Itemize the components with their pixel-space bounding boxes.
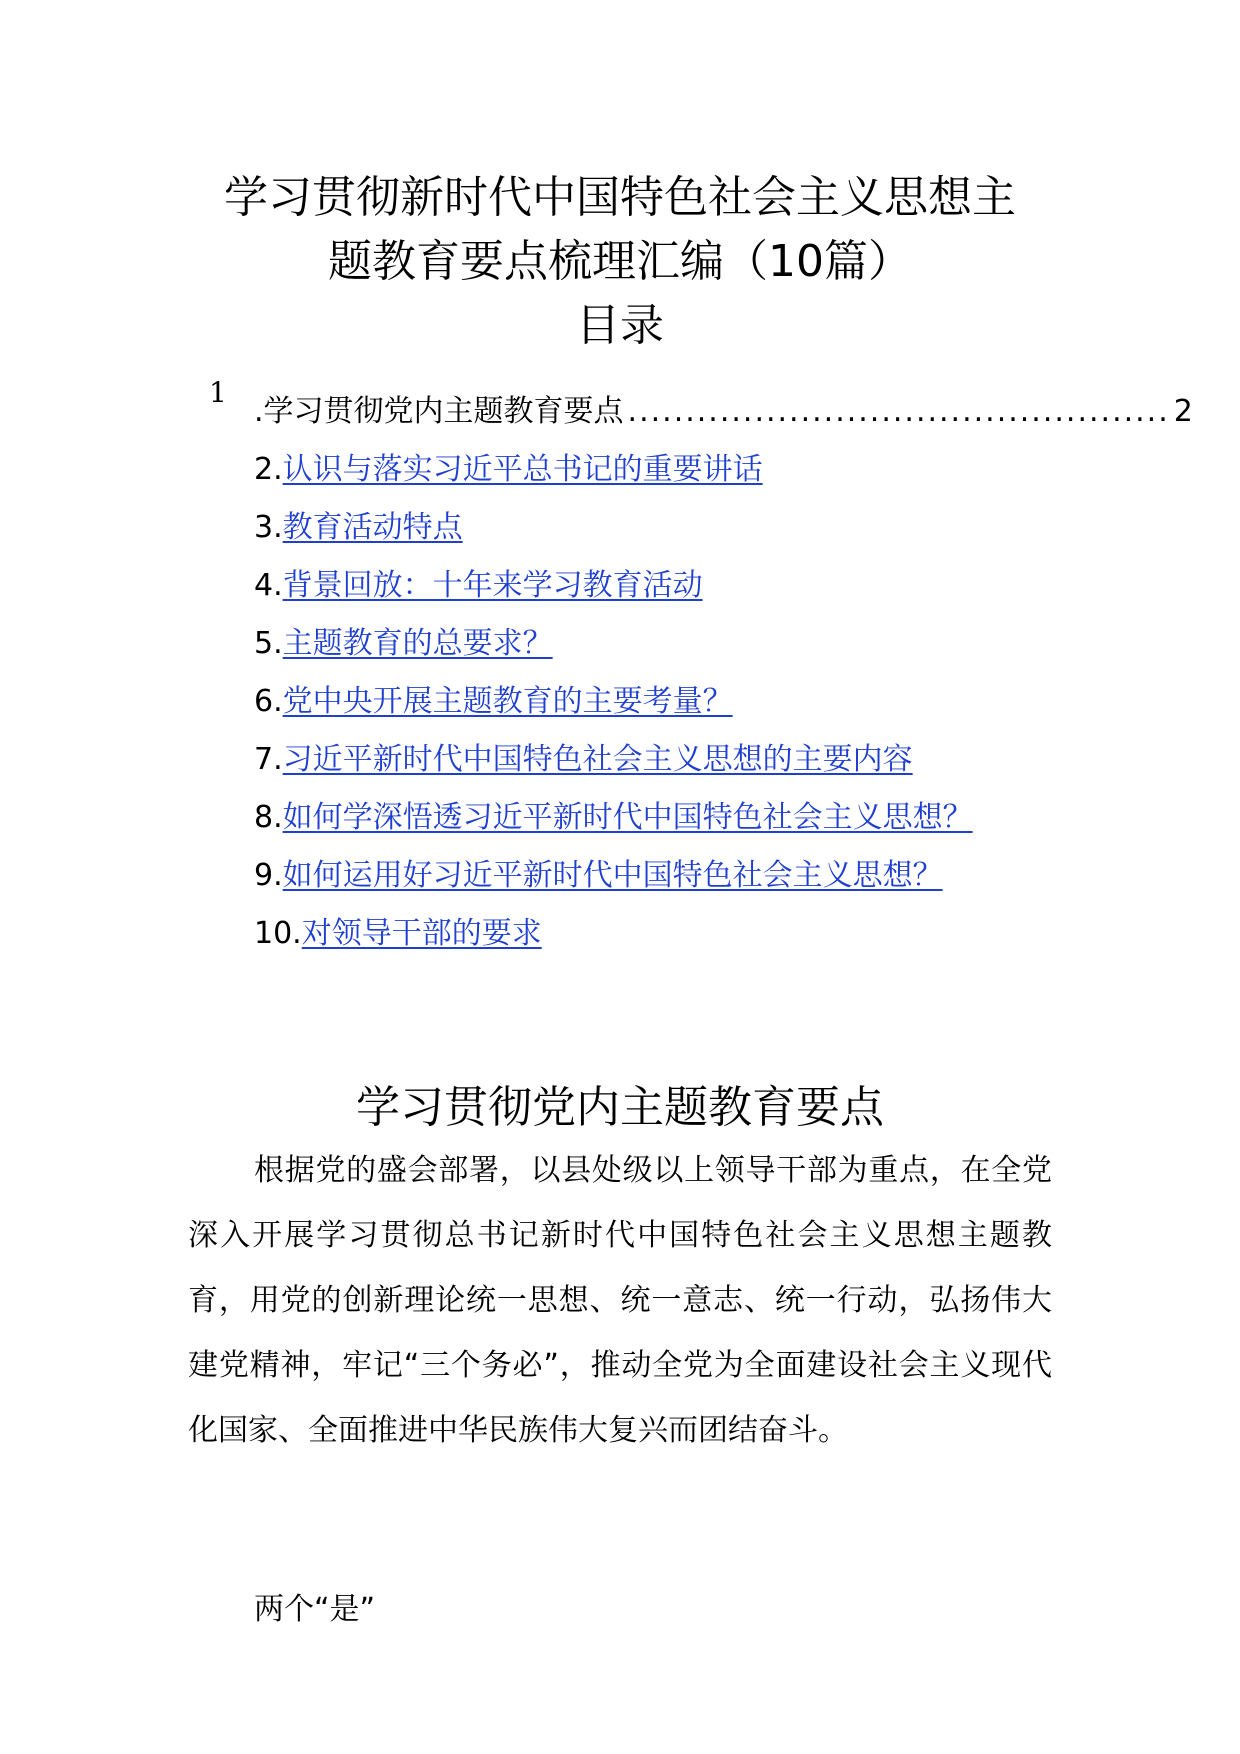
toc-entry-number: 6. bbox=[254, 684, 283, 719]
toc-entry-link[interactable]: 习近平新时代中国特色社会主义思想的主要内容 bbox=[282, 742, 913, 777]
toc-entry-10[interactable] bbox=[254, 914, 542, 954]
toc-entry-link[interactable]: 背景回放：十年来学习教育活动 bbox=[282, 568, 703, 603]
toc-stray-number: 1 bbox=[209, 376, 227, 409]
toc-entry-link[interactable]: 对领导干部的要求 bbox=[301, 916, 542, 951]
toc-entry-number: 9. bbox=[254, 858, 283, 893]
toc-entry-4[interactable] bbox=[254, 566, 703, 606]
toc-entry-3[interactable] bbox=[254, 508, 463, 548]
toc-entry-link[interactable]: 党中央开展主题教育的主要考量？ bbox=[282, 684, 733, 719]
document-title-line-2: 题教育要点梳理汇编（10篇） bbox=[328, 236, 912, 287]
toc-entry-number: 4. bbox=[254, 568, 283, 603]
toc-entry-number: 5. bbox=[254, 626, 283, 661]
toc-entry-5[interactable] bbox=[254, 624, 553, 664]
toc-entry-number: 7. bbox=[254, 742, 283, 777]
toc-entry-number: 8. bbox=[254, 800, 283, 835]
toc-leader-dots: ............................................... bbox=[627, 394, 1170, 429]
toc-entry-1[interactable] bbox=[254, 392, 1193, 432]
toc-entry-8[interactable] bbox=[254, 798, 973, 838]
toc-entry-9[interactable] bbox=[254, 856, 943, 896]
toc-entry-link[interactable]: 如何学深悟透习近平新时代中国特色社会主义思想？ bbox=[282, 800, 973, 835]
sub-heading-line: 两个“是” bbox=[254, 1592, 376, 1627]
toc-entry-number: 10. bbox=[254, 916, 302, 951]
toc-entry-2[interactable] bbox=[254, 450, 763, 490]
toc-entry-number: 2. bbox=[254, 452, 283, 487]
toc-entry-number: 3. bbox=[254, 510, 283, 545]
toc-heading: 目录 bbox=[576, 300, 664, 351]
document-title-line-1: 学习贯彻新时代中国特色社会主义思想主 bbox=[224, 172, 1016, 223]
toc-entry-1-page: 2 bbox=[1173, 394, 1193, 429]
section-heading: 学习贯彻党内主题教育要点 bbox=[356, 1082, 884, 1133]
toc-entry-link[interactable]: 如何运用好习近平新时代中国特色社会主义思想？ bbox=[282, 858, 943, 893]
toc-entry-6[interactable] bbox=[254, 682, 733, 722]
toc-entry-1-label: .学习贯彻党内主题教育要点 bbox=[254, 394, 624, 429]
toc-entry-link[interactable]: 教育活动特点 bbox=[282, 510, 463, 545]
toc-entry-7[interactable] bbox=[254, 740, 913, 780]
toc-entry-link[interactable]: 主题教育的总要求？ bbox=[282, 626, 553, 661]
toc-entry-link[interactable]: 认识与落实习近平总书记的重要讲话 bbox=[282, 452, 763, 487]
body-paragraph: 根据党的盛会部署，以县处级以上领导干部为重点，在全党深入开展学习贯彻总书记新时代中国特色社会主义思想主题教育，用党的创新理论统一思想、统一意志、统一行动，弘扬伟大建党精神，牢记“三个务必”，推动全党为全面建设社会主义现代化国家、全面推进中华民族伟大复兴而团结奋斗。 bbox=[188, 1153, 1052, 1448]
